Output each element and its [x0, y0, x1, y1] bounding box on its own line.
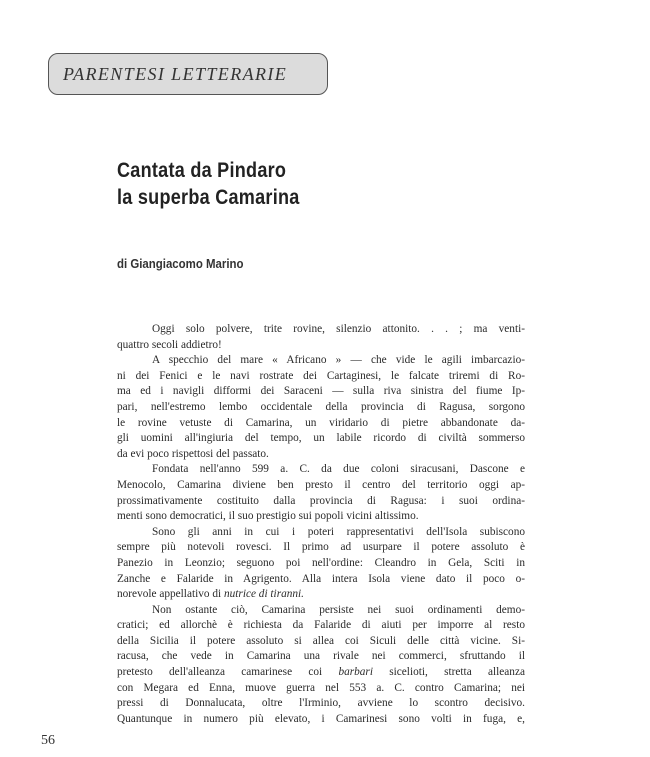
body-line: Zanche e Falaride in Agrigento. Alla intera Isola viene dato il poco o- — [117, 572, 525, 585]
body-line: Sono gli anni in cui i poteri rappresentativi dell'Isola subiscono — [152, 525, 525, 538]
section-tag-label: PARENTESI LETTERARIE — [63, 63, 288, 84]
body-line: racusa, che vede in Camarina una rivale nei commerci, sfruttando il — [117, 650, 525, 663]
body-line-text: norevole appellativo di — [117, 588, 224, 601]
body-line: ma ed i navigli difformi dei Saraceni — sulla riva sinistra del fiume Ip- — [117, 385, 525, 398]
body-line: cratici; ed allorchè è richiesta da Falaride di aiuti per imporre al resto — [117, 619, 525, 632]
body-line: quattro secoli addietro! — [117, 338, 222, 351]
body-line: sempre più notevoli rovesci. Il primo ad usurpare il potere assoluto è — [117, 541, 525, 554]
body-line: Quantunque in numero più elevato, i Camarinesi sono volti in fuga, e, — [117, 712, 525, 725]
body-line: Fondata nell'anno 599 a. C. da due coloni siracusani, Dascone e — [152, 463, 525, 476]
body-line: gli uomini all'ingiuria del tempo, un labile ricordo di civiltà sommerso — [117, 432, 525, 445]
body-line: da evi poco rispettosi del passato. — [117, 447, 269, 460]
body-line: menti sono democratici, il suo prestigio sui popoli vicini altissimo. — [117, 510, 419, 523]
article-title-line-1: Cantata da Pindaro — [117, 159, 287, 182]
author-byline: di Giangiacomo Marino — [117, 256, 244, 271]
body-line: Non ostante ciò, Camarina persiste nei suoi ordinamenti demo- — [152, 603, 525, 616]
body-line-text: pretesto dell'alleanza camarinese coi — [117, 666, 339, 679]
italic-phrase-barbarians: barbari — [338, 666, 373, 679]
article-title — [117, 157, 300, 211]
body-line: A specchio del mare « Africano » — che vide le agili imbarcazio- — [152, 354, 525, 367]
body-line: con Megara ed Enna, muove guerra nel 553 a. C. contro Camarina; nei — [117, 681, 525, 694]
body-line: ni dei Fenici e le navi rostrate dei Cartaginesi, le falcate triremi di Ro- — [117, 369, 525, 382]
body-line: le rovine vetuste di Camarina, un viridario di pietre abbandonate da- — [117, 416, 525, 429]
page-number: 56 — [41, 733, 55, 748]
body-line — [117, 587, 525, 603]
body-line: della Sicilia il potere assoluto si allea coi Siculi delle città vicine. Si- — [117, 634, 525, 647]
body-line: Oggi solo polvere, trite rovine, silenzio attonito. . . ; ma venti- — [152, 323, 525, 335]
article-body — [117, 322, 525, 727]
section-tag — [48, 53, 328, 95]
body-line: pressi di Donnalucata, oltre l'Irminio, avviene lo scontro decisivo. — [117, 697, 525, 710]
body-line-text: sicelioti, stretta alleanza — [372, 666, 525, 679]
body-line: pari, nell'estremo lembo occidentale della provincia di Ragusa, sorgono — [117, 400, 525, 413]
article-title-line-2: la superba Camarina — [117, 186, 300, 209]
body-line: Menocolo, Camarina diviene ben presto il centro del territorio oggi ap- — [117, 478, 525, 491]
body-line — [117, 665, 525, 681]
body-line: prossimativamente costituito dalla provincia di Ragusa: i suoi ordina- — [117, 494, 525, 507]
body-line: Panezio in Leonzio; seguono poi nell'ordine: Cleandro in Gela, Sciti in — [117, 556, 525, 569]
italic-phrase-tyrants: nutrice di tiranni. — [223, 588, 305, 601]
